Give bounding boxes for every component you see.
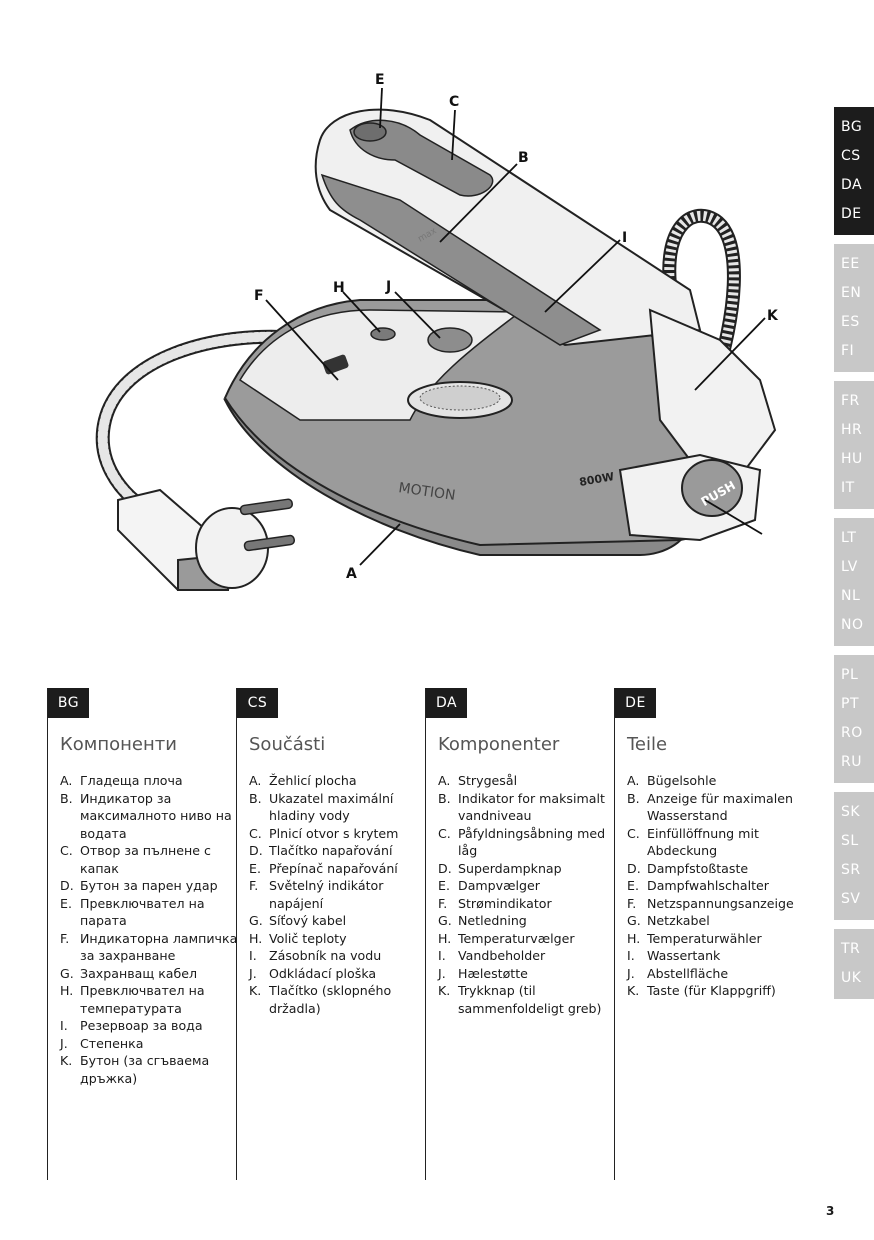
item-letter: D. bbox=[60, 878, 74, 893]
item-text: Степенка bbox=[80, 1035, 144, 1051]
component-item bbox=[627, 947, 805, 965]
component-item bbox=[627, 895, 805, 913]
item-text: Trykknap (til sammenfoldeligt greb) bbox=[458, 983, 602, 1016]
component-item bbox=[438, 860, 616, 878]
callout-label: H bbox=[333, 280, 345, 296]
component-item bbox=[438, 982, 616, 1017]
item-letter: G. bbox=[627, 913, 641, 928]
language-tab-sv[interactable]: SV bbox=[841, 891, 861, 907]
callout-label: F bbox=[254, 288, 264, 304]
language-tab-ro[interactable]: RO bbox=[841, 725, 863, 741]
page-number: 3 bbox=[826, 1204, 835, 1218]
component-item bbox=[60, 1017, 238, 1035]
power-marking: 800W bbox=[578, 470, 616, 489]
components-list bbox=[60, 772, 238, 1087]
item-text: Volič teploty bbox=[269, 930, 347, 946]
component-item bbox=[627, 772, 805, 790]
callout-label: I bbox=[622, 230, 628, 246]
item-text: Temperaturwähler bbox=[647, 930, 762, 946]
callout-label: E bbox=[375, 72, 385, 88]
component-item bbox=[249, 947, 427, 965]
item-text: Abstellfläche bbox=[647, 965, 729, 981]
item-text: Dampvælger bbox=[458, 878, 540, 893]
callout-label: J bbox=[386, 279, 392, 295]
item-text: Žehlicí plocha bbox=[269, 773, 357, 788]
component-item bbox=[249, 930, 427, 948]
callout-label: B bbox=[518, 150, 529, 166]
language-tab-lv[interactable]: LV bbox=[841, 559, 858, 575]
item-letter: J. bbox=[438, 965, 446, 981]
item-letter: D. bbox=[249, 843, 263, 858]
component-item bbox=[60, 982, 238, 1017]
callout-label: K bbox=[767, 308, 778, 324]
power-indicator bbox=[371, 328, 395, 340]
language-tab-da[interactable]: DA bbox=[841, 177, 863, 193]
language-tab-sk[interactable]: SK bbox=[841, 804, 861, 820]
item-letter: A. bbox=[438, 773, 451, 788]
language-tab-hu[interactable]: HU bbox=[841, 451, 863, 467]
item-letter: I. bbox=[249, 948, 257, 963]
language-tabs bbox=[834, 107, 874, 1008]
component-item bbox=[249, 982, 427, 1017]
component-item bbox=[60, 965, 238, 983]
language-group bbox=[834, 792, 874, 920]
language-tab-es[interactable]: ES bbox=[841, 314, 860, 330]
item-letter: B. bbox=[627, 790, 640, 806]
column-cs bbox=[236, 688, 425, 1180]
component-item bbox=[438, 772, 616, 790]
item-letter: J. bbox=[249, 965, 257, 981]
component-item bbox=[249, 842, 427, 860]
language-tab-fr[interactable]: FR bbox=[841, 393, 860, 409]
item-text: Plnicí otvor s krytem bbox=[269, 825, 399, 841]
item-letter: J. bbox=[60, 1035, 68, 1051]
item-letter: H. bbox=[438, 930, 452, 946]
item-text: Wassertank bbox=[647, 948, 721, 963]
item-letter: A. bbox=[60, 773, 73, 788]
language-tab-cs[interactable]: CS bbox=[841, 148, 861, 164]
language-tab-pt[interactable]: PT bbox=[841, 696, 859, 712]
language-group bbox=[834, 518, 874, 646]
item-letter: C. bbox=[249, 825, 262, 841]
language-tag: DA bbox=[426, 688, 467, 718]
component-item bbox=[60, 1035, 238, 1053]
component-item bbox=[438, 912, 616, 930]
language-tab-sl[interactable]: SL bbox=[841, 833, 859, 849]
component-item bbox=[60, 895, 238, 930]
components-heading: Komponenter bbox=[438, 734, 560, 755]
component-item bbox=[627, 982, 805, 1000]
item-text: Бутон за парен удар bbox=[80, 878, 218, 893]
component-item bbox=[438, 877, 616, 895]
item-letter: A. bbox=[249, 773, 262, 788]
item-letter: J. bbox=[627, 965, 635, 981]
item-letter: H. bbox=[60, 983, 74, 998]
component-item bbox=[438, 965, 616, 983]
component-item bbox=[627, 877, 805, 895]
item-letter: K. bbox=[627, 983, 640, 998]
language-tab-de[interactable]: DE bbox=[841, 206, 862, 222]
component-item bbox=[60, 930, 238, 965]
item-text: Zásobník na vodu bbox=[269, 948, 382, 963]
language-tab-tr[interactable]: TR bbox=[841, 941, 861, 957]
item-letter: G. bbox=[438, 913, 452, 928]
item-letter: I. bbox=[60, 1018, 68, 1033]
component-item bbox=[627, 965, 805, 983]
callout-label: C bbox=[449, 94, 460, 110]
item-letter: F. bbox=[60, 930, 70, 946]
item-letter: C. bbox=[60, 843, 73, 858]
callout-label: A bbox=[346, 566, 357, 582]
item-text: Бутон (за сгъваема дръжка) bbox=[80, 1053, 210, 1086]
component-item bbox=[438, 895, 616, 913]
column-de bbox=[614, 688, 803, 1180]
item-letter: K. bbox=[438, 983, 451, 998]
max-marking: max bbox=[416, 226, 439, 245]
item-letter: E. bbox=[627, 878, 639, 893]
item-letter: K. bbox=[249, 983, 262, 998]
item-letter: I. bbox=[627, 948, 635, 963]
components-heading: Компоненти bbox=[60, 734, 177, 755]
shot-button bbox=[354, 123, 386, 141]
component-item bbox=[627, 790, 805, 825]
language-tab-en[interactable]: EN bbox=[841, 285, 862, 301]
item-text: Отвор за пълнене с капак bbox=[80, 843, 211, 876]
language-tab-no[interactable]: NO bbox=[841, 617, 864, 633]
item-text: Захранващ кабел bbox=[80, 965, 198, 981]
item-text: Síťový kabel bbox=[269, 913, 347, 928]
item-letter: K. bbox=[60, 1053, 73, 1068]
component-item bbox=[60, 877, 238, 895]
item-text: Vandbeholder bbox=[458, 948, 546, 963]
component-item bbox=[249, 772, 427, 790]
item-text: Temperaturvælger bbox=[458, 930, 575, 946]
component-item bbox=[249, 825, 427, 843]
push-label: PUSH bbox=[698, 478, 738, 509]
language-tab-hr[interactable]: HR bbox=[841, 422, 863, 438]
language-tab-uk[interactable]: UK bbox=[841, 970, 862, 986]
component-item bbox=[249, 912, 427, 930]
component-item bbox=[249, 790, 427, 825]
item-text: Dampfstoßtaste bbox=[647, 860, 749, 876]
language-tab-nl[interactable]: NL bbox=[841, 588, 861, 604]
column-bg bbox=[47, 688, 236, 1180]
item-letter: F. bbox=[438, 895, 448, 911]
component-item bbox=[60, 842, 238, 877]
component-item bbox=[249, 860, 427, 878]
item-letter: F. bbox=[627, 895, 637, 911]
component-item bbox=[438, 825, 616, 860]
language-tag: CS bbox=[237, 688, 278, 718]
item-text: Tlačítko (sklopného držadla) bbox=[269, 983, 392, 1016]
language-group bbox=[834, 244, 874, 372]
component-item bbox=[60, 790, 238, 843]
components-heading: Součásti bbox=[249, 734, 326, 755]
item-letter: H. bbox=[249, 930, 263, 946]
item-letter: E. bbox=[60, 895, 72, 911]
item-letter: B. bbox=[60, 790, 73, 806]
item-letter: C. bbox=[438, 825, 451, 841]
item-text: Индикаторна лампичка за захранване bbox=[80, 930, 238, 963]
item-text: Přepínač napařování bbox=[269, 860, 398, 876]
components-list bbox=[627, 772, 805, 1000]
component-item bbox=[249, 877, 427, 912]
item-text: Indikator for maksimalt vandniveau bbox=[458, 790, 605, 823]
component-item bbox=[627, 930, 805, 948]
item-text: Anzeige für maximalen Wasserstand bbox=[647, 790, 793, 823]
item-text: Netzspannungsanzeige bbox=[647, 895, 794, 911]
item-letter: B. bbox=[249, 790, 262, 806]
language-tab-fi[interactable]: FI bbox=[841, 343, 855, 359]
language-tab-ee[interactable]: EE bbox=[841, 256, 860, 272]
language-group bbox=[834, 929, 874, 999]
item-letter: G. bbox=[249, 913, 263, 928]
item-text: Tlačítko napařování bbox=[269, 843, 393, 858]
item-text: Hælestøtte bbox=[458, 965, 528, 981]
components-heading: Teile bbox=[627, 734, 668, 755]
item-text: Netzkabel bbox=[647, 913, 710, 928]
language-tag: BG bbox=[48, 688, 89, 718]
component-item bbox=[249, 965, 427, 983]
item-letter: E. bbox=[249, 860, 261, 876]
item-text: Netledning bbox=[458, 913, 527, 928]
component-item bbox=[60, 1052, 238, 1087]
language-tab-pl[interactable]: PL bbox=[841, 667, 859, 683]
item-text: Гладеща плоча bbox=[80, 773, 183, 788]
item-text: Превключвател на температурата bbox=[80, 983, 205, 1016]
item-text: Bügelsohle bbox=[647, 773, 717, 788]
item-text: Индикатор за максималното ниво на водата bbox=[80, 790, 232, 841]
components-list bbox=[438, 772, 616, 1017]
language-group bbox=[834, 655, 874, 783]
language-tab-it[interactable]: IT bbox=[841, 480, 855, 496]
item-text: Превключвател на парата bbox=[80, 895, 205, 928]
item-letter: C. bbox=[627, 825, 640, 841]
item-letter: B. bbox=[438, 790, 451, 806]
item-text: Strømindikator bbox=[458, 895, 552, 911]
item-text: Taste (für Klappgriff) bbox=[647, 983, 776, 998]
component-item bbox=[60, 772, 238, 790]
component-item bbox=[627, 912, 805, 930]
plug bbox=[118, 490, 295, 590]
item-text: Světelný indikátor napájení bbox=[269, 878, 384, 911]
item-text: Dampfwahlschalter bbox=[647, 878, 769, 893]
item-letter: E. bbox=[438, 878, 450, 893]
language-tab-ru[interactable]: RU bbox=[841, 754, 862, 770]
language-group bbox=[834, 381, 874, 509]
item-text: Резервоар за вода bbox=[80, 1018, 203, 1033]
item-text: Superdampknap bbox=[458, 860, 562, 876]
component-item bbox=[438, 947, 616, 965]
components-list bbox=[249, 772, 427, 1017]
language-tab-lt[interactable]: LT bbox=[841, 530, 857, 546]
item-letter: I. bbox=[438, 948, 446, 963]
item-text: Einfüllöffnung mit Abdeckung bbox=[647, 825, 759, 858]
language-tag: DE bbox=[615, 688, 656, 718]
item-letter: D. bbox=[627, 860, 641, 876]
item-text: Strygesål bbox=[458, 773, 518, 788]
brand-marking: MOTION bbox=[397, 480, 457, 504]
item-letter: G. bbox=[60, 965, 74, 981]
item-text: Ukazatel maximální hladiny vody bbox=[269, 790, 394, 823]
component-item bbox=[438, 930, 616, 948]
item-letter: F. bbox=[249, 878, 259, 893]
language-tab-sr[interactable]: SR bbox=[841, 862, 861, 878]
item-letter: H. bbox=[627, 930, 641, 946]
column-da bbox=[425, 688, 614, 1180]
item-letter: A. bbox=[627, 773, 640, 788]
component-item bbox=[438, 790, 616, 825]
component-item bbox=[627, 860, 805, 878]
item-text: Odkládací ploška bbox=[269, 965, 377, 981]
item-text: Påfyldningsåbning med låg bbox=[458, 825, 606, 858]
item-letter: D. bbox=[438, 860, 452, 876]
language-group bbox=[834, 107, 874, 235]
language-tab-bg[interactable]: BG bbox=[841, 119, 863, 135]
component-item bbox=[627, 825, 805, 860]
